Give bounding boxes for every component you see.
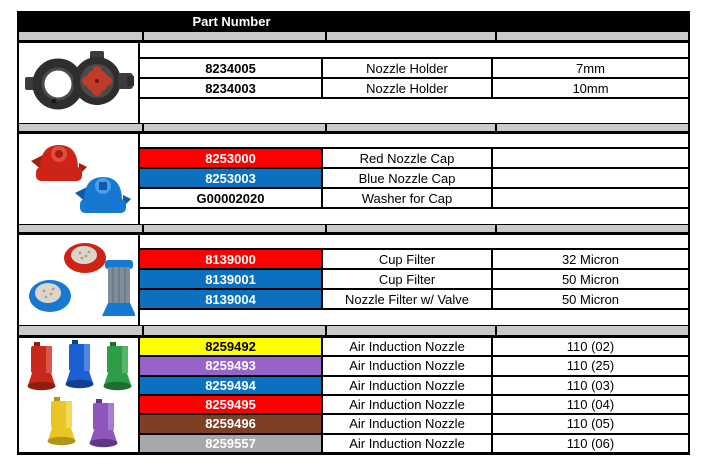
table-row	[140, 394, 688, 413]
nozzle-holder-photo-icon	[24, 47, 134, 119]
parts-table	[17, 11, 690, 455]
size-cell: 7mm	[491, 59, 688, 77]
description-cell: Nozzle Holder	[321, 79, 491, 97]
size-cell: 32 Micron	[491, 250, 688, 268]
description-cell: Air Induction Nozzle	[321, 377, 491, 394]
description-cell: Air Induction Nozzle	[321, 396, 491, 413]
description-cell: Air Induction Nozzle	[321, 415, 491, 432]
part-number-cell: 8234003	[140, 79, 321, 97]
size-cell	[491, 169, 688, 187]
size-cell: 110 (04)	[491, 396, 688, 413]
size-cell	[491, 149, 688, 167]
part-number-cell: 8253000	[140, 149, 321, 167]
table-row	[140, 268, 688, 288]
table-row	[140, 413, 688, 432]
cup-filters-photo-icon	[23, 238, 135, 322]
table-header-row	[17, 11, 690, 31]
nozzle-holder-image	[19, 43, 140, 123]
table-row	[140, 167, 688, 187]
description-cell: Air Induction Nozzle	[321, 357, 491, 374]
size-cell: 50 Micron	[491, 290, 688, 308]
size-cell: 110 (25)	[491, 357, 688, 374]
separator-row	[17, 325, 690, 338]
size-cell	[491, 189, 688, 207]
part-number-header: Part Number	[192, 13, 271, 29]
description-cell: Air Induction Nozzle	[321, 435, 491, 452]
description-cell: Washer for Cap	[321, 189, 491, 207]
table-row	[140, 355, 688, 374]
description-cell: Air Induction Nozzle	[321, 338, 491, 355]
table-row	[140, 433, 688, 452]
empty-row	[140, 235, 688, 248]
part-number-cell: 8259493	[140, 357, 321, 374]
empty-row	[140, 207, 688, 224]
table-row	[140, 77, 688, 97]
part-number-cell: 8234005	[140, 59, 321, 77]
separator-row	[17, 224, 690, 235]
empty-row	[140, 97, 688, 123]
description-cell: Cup Filter	[321, 250, 491, 268]
table-row	[140, 147, 688, 167]
part-number-cell: 8259494	[140, 377, 321, 394]
table-row	[140, 248, 688, 268]
air-induction-nozzles-photo-icon	[23, 339, 135, 451]
description-cell: Cup Filter	[321, 270, 491, 288]
part-number-cell: 8139001	[140, 270, 321, 288]
table-row	[140, 338, 688, 355]
cup-filters-image	[19, 235, 140, 325]
header-image-column-spacer	[17, 11, 140, 31]
size-cell: 10mm	[491, 79, 688, 97]
part-number-cell: 8139004	[140, 290, 321, 308]
size-cell: 110 (03)	[491, 377, 688, 394]
size-cell: 110 (06)	[491, 435, 688, 452]
section-nozzle-holder	[17, 43, 690, 123]
description-cell: Nozzle Filter w/ Valve	[321, 290, 491, 308]
empty-row	[140, 43, 688, 57]
part-number-cell: 8259492	[140, 338, 321, 355]
part-number-cell: 8139000	[140, 250, 321, 268]
table-row	[140, 288, 688, 308]
part-number-cell: 8259496	[140, 415, 321, 432]
air-induction-nozzles-image	[19, 338, 140, 452]
part-number-cell: 8259495	[140, 396, 321, 413]
section-filters	[17, 235, 690, 325]
nozzle-caps-image	[19, 134, 140, 224]
description-cell: Blue Nozzle Cap	[321, 169, 491, 187]
part-number-cell: G00002020	[140, 189, 321, 207]
table-row	[140, 57, 688, 77]
size-cell: 110 (05)	[491, 415, 688, 432]
section-air-induction-nozzles	[17, 338, 690, 455]
section-nozzle-caps	[17, 134, 690, 224]
table-row	[140, 375, 688, 394]
part-number-cell: 8253003	[140, 169, 321, 187]
part-number-cell: 8259557	[140, 435, 321, 452]
size-cell: 110 (02)	[491, 338, 688, 355]
empty-row	[140, 308, 688, 325]
table-row	[140, 187, 688, 207]
empty-row	[140, 134, 688, 147]
size-cell: 50 Micron	[491, 270, 688, 288]
nozzle-caps-photo-icon	[23, 137, 135, 221]
description-cell: Red Nozzle Cap	[321, 149, 491, 167]
separator-row	[17, 123, 690, 134]
description-cell: Nozzle Holder	[321, 59, 491, 77]
separator-row	[17, 31, 690, 43]
